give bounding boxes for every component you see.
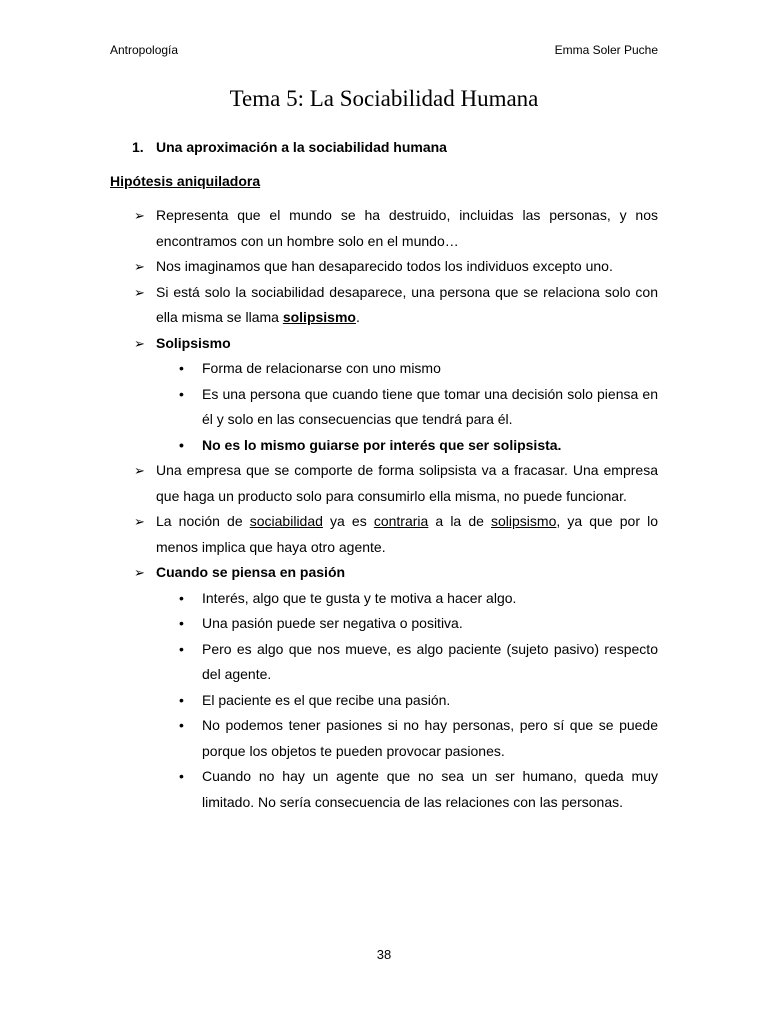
sub-list-item [110,611,658,637]
page-title: Tema 5: La Sociabilidad Humana [229,86,539,111]
sub-item-text: No es lo mismo guiarse por interés que ser solipsista. [202,436,562,453]
sub-item-text: Es una persona que cuando tiene que tomar una decisión solo piensa en él y solo en las consecuencias que tendrá para él. [202,385,658,427]
dot-bullet-icon: • [179,589,184,606]
page-number: 38 [376,947,392,962]
dot-bullet-icon: • [179,640,184,657]
term-solipsismo: solipsismo [282,309,356,325]
list-item-text: a la de [428,513,492,529]
page-header [110,43,658,57]
section-title: Una aproximación a la sociabilidad humana [156,139,447,155]
sub-list-item [110,713,658,764]
sub-item-text: Cuando no hay un agente que no sea un ser humano, queda muy limitado. No sería consecuencia de las relaciones con las personas. [202,768,658,810]
list-item-text: Una empresa que se comporte de forma solipsista va a fracasar. Una empresa que haga un producto solo para consumirlo ella misma, no puede funcionar. [156,462,658,504]
dot-bullet-icon: • [179,768,184,784]
sub-list-item [110,764,658,815]
list-item [110,280,658,331]
term-solipsismo: solipsismo [491,513,557,529]
term-contraria: contraria [373,513,429,529]
arrow-bullet-icon: ➢ [134,208,145,223]
list-item-text: Nos imaginamos que han desaparecido todos los individuos excepto uno. [156,258,613,274]
arrow-bullet-icon: ➢ [134,259,145,274]
subheading: Hipótesis aniquiladora [110,173,261,189]
document-body [110,137,658,815]
arrow-bullet-icon: ➢ [134,463,145,478]
sub-item-text: El paciente es el que recibe una pasión. [202,691,451,708]
list-item [110,458,658,509]
sub-list-item [110,433,658,459]
list-item-text: Cuando se piensa en pasión [156,564,346,580]
list-item [110,560,658,586]
sub-item-text: Forma de relacionarse con uno mismo [202,360,441,376]
list-item-text: Representa que el mundo se ha destruido, incluidas las personas, y nos encontramos con un hombre solo en el mundo… [156,207,658,249]
list-item [110,331,658,357]
dot-bullet-icon: • [179,436,184,453]
arrow-bullet-icon: ➢ [134,514,145,529]
dot-bullet-icon: • [179,615,184,631]
list-item [110,509,658,560]
section-heading [132,137,658,157]
bullet-list [110,203,658,815]
sub-list-item [110,637,658,688]
list-item-text: , ya que por lo menos implica que haya otro agente. [156,513,658,555]
sub-list-item [110,688,658,714]
arrow-bullet-icon: ➢ [134,284,145,300]
sub-list-item [110,382,658,433]
header-author: Emma Soler Puche [554,43,658,57]
list-item-text: Si está solo la sociabilidad desaparece, una persona que se relaciona solo con ella misma se llama [156,283,658,325]
sub-item-text: Una pasión puede ser negativa o positiva. [202,615,463,631]
list-item-text: La noción de [156,513,250,529]
arrow-bullet-icon: ➢ [134,565,145,580]
dot-bullet-icon: • [179,717,184,733]
list-item [110,203,658,254]
sub-item-text: No podemos tener pasiones si no hay personas, pero sí que se puede porque los objetos te pueden provocar pasiones. [202,717,658,759]
dot-bullet-icon: • [179,385,184,402]
dot-bullet-icon: • [179,360,184,376]
list-item-text: . [355,309,360,325]
arrow-bullet-icon: ➢ [134,335,145,351]
sub-list-item [110,586,658,612]
sub-item-text: Interés, algo que te gusta y te motiva a hacer algo. [202,589,517,606]
sub-item-text: Pero es algo que nos mueve, es algo paciente (sujeto pasivo) respecto del agente. [202,640,658,682]
section-number: 1. [132,139,144,155]
list-item [110,254,658,280]
header-subject: Antropología [110,43,179,57]
sub-list-item [110,356,658,382]
dot-bullet-icon: • [179,691,184,708]
list-item-text: Solipsismo [156,334,231,351]
list-item-text: ya es [322,513,374,529]
term-sociabilidad: sociabilidad [249,513,323,529]
